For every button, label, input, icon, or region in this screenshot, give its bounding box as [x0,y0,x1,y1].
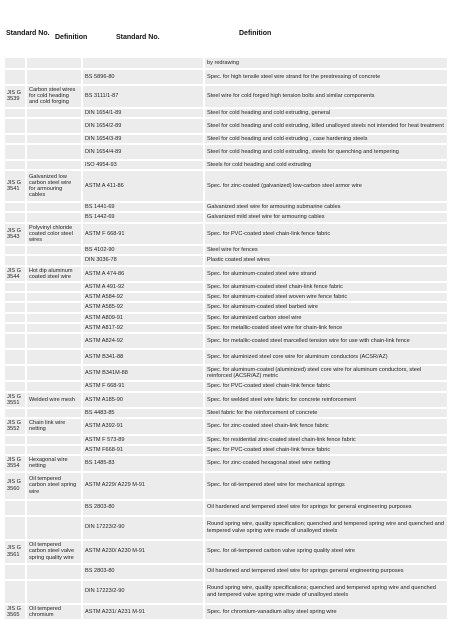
table-row [5,86,447,107]
jis-definition-cell: Oil tempered carbon steel valve spring quality wire [27,541,83,563]
table-row [5,581,447,603]
jis-standard-cell: JIS G 3554 [5,456,27,470]
equivalent-definition-cell: Spec. for oil-tempered carbon valve spring quality steel wire [205,541,447,563]
equivalent-standard-cell: DIN 1654/4-89 [83,145,205,159]
jis-standard-cell [5,350,27,364]
equivalent-standard-cell [83,58,205,68]
table-row [5,334,447,348]
jis-definition-cell [27,366,83,380]
jis-standard-cell [5,58,27,68]
jis-standard-cell [5,283,27,291]
table-row [5,473,447,499]
table-row [5,256,447,264]
equivalent-standard-cell: ASTM F 668-91 [83,382,205,390]
jis-definition-cell [27,293,83,301]
jis-standard-cell [5,119,27,133]
equivalent-definition-cell: Spec. for residential zinc-coated steel chain-link fence fabric [205,436,447,444]
equivalent-standard-cell: ASTM A584-92 [83,293,205,301]
jis-definition-cell: Galvanized low carbon steel wire for armouring cables [27,171,83,201]
equivalent-definition-cell: Oil hardened and tempered steel wire for springs general engineering purposes [205,565,447,579]
equivalent-standard-cell: ASTM A824-92 [83,334,205,348]
header-definition-2: Definition [239,30,272,37]
jis-definition-cell [27,314,83,322]
table-row [5,58,447,68]
jis-definition-cell [27,501,83,515]
jis-definition-cell [27,303,83,311]
jis-standard-cell: JIS G 3561 [5,541,27,563]
jis-standard-cell: JIS G 3560 [5,473,27,499]
equivalent-standard-cell: ASTM A229/ A229 M-91 [83,473,205,499]
equivalent-standard-cell: DIN 1654/2-89 [83,119,205,133]
equivalent-standard-cell: BS 1441-69 [83,203,205,211]
equivalent-standard-cell: BS 1442-69 [83,213,205,221]
table-row [5,119,447,133]
equivalent-definition-cell: Spec. for aluminized steel core wire for aluminum conductors (ACSR/AZ) [205,350,447,364]
jis-definition-cell [27,109,83,117]
equivalent-standard-cell: ASTM F 573-89 [83,436,205,444]
jis-definition-cell [27,283,83,291]
table-row [5,213,447,221]
jis-definition-cell [27,565,83,579]
jis-standard-cell [5,256,27,264]
equivalent-definition-cell: Spec. for metallic-coated steel wire for chain-link fence [205,324,447,332]
jis-definition-cell [27,446,83,454]
table-row [5,605,447,619]
jis-definition-cell [27,58,83,68]
table-row [5,135,447,143]
table-row [5,446,447,454]
table-row [5,267,447,281]
equivalent-definition-cell: Galvanized steel wire for armouring submarine cables [205,203,447,211]
equivalent-standard-cell: BS 1485-83 [83,456,205,470]
equivalent-definition-cell: Spec. for zinc-coated steel chain-link fence fabric [205,419,447,433]
equivalent-standard-cell: ASTM A230/ A230 M-91 [83,541,205,563]
equivalent-standard-cell: BS 2803-80 [83,501,205,515]
jis-standard-cell: JIS G 3544 [5,267,27,281]
equivalent-definition-cell: Steel wire for fences [205,246,447,254]
table-row [5,419,447,433]
equivalent-definition-cell: Steel for cold heading and cold extruding , case hardening steels [205,135,447,143]
table-row [5,565,447,579]
equivalent-definition-cell: Plastic coated steel wires [205,256,447,264]
jis-definition-cell [27,246,83,254]
equivalent-standard-cell: ASTM A392-91 [83,419,205,433]
table-row [5,382,447,390]
equivalent-standard-cell: ASTM A231/ A231 M-91 [83,605,205,619]
equivalent-standard-cell: ASTM B341-88 [83,350,205,364]
equivalent-definition-cell: Spec. for high tensile steel wire strand for the prestressing of concrete [205,70,447,84]
jis-definition-cell: Oil tempered chromium [27,605,83,619]
header-standard-no-2: Standard No. [116,34,160,41]
equivalent-definition-cell: Round spring wire, quality specification; quenched and tempered spring wire and quenched and tempered valve spring wire made of unalloyed steels [205,517,447,539]
table-row [5,517,447,539]
equivalent-definition-cell: Spec. for metallic-coated steel marcelled tension wire for use with chain-link fence [205,334,447,348]
jis-definition-cell: Welded wire mesh [27,393,83,407]
table-header [5,26,447,50]
table-row [5,541,447,563]
equivalent-definition-cell: Round spring wire, quality specifications; quenched and tempered spring wire and quenched and tempered valve spring wire made of unalloyed steels [205,581,447,603]
equivalent-standard-cell: BS 3111/1-87 [83,86,205,107]
equivalent-definition-cell: Spec. for welded steel wire fabric for concrete reinforcement [205,393,447,407]
jis-standard-cell: JIS G 3551 [5,393,27,407]
equivalent-definition-cell: Spec. for aluminum-coated steel wire strand [205,267,447,281]
header-definition: Definition [55,34,88,41]
table-row [5,456,447,470]
table-row [5,303,447,311]
jis-standard-cell [5,203,27,211]
table-row [5,350,447,364]
equivalent-standard-cell: DIN 3036-78 [83,256,205,264]
jis-definition-cell [27,145,83,159]
jis-standard-cell [5,334,27,348]
table-row [5,145,447,159]
jis-definition-cell [27,350,83,364]
jis-standard-cell [5,314,27,322]
jis-standard-cell [5,70,27,84]
table-row [5,393,447,407]
jis-standard-cell: JIS G 3565 [5,605,27,619]
jis-standard-cell [5,135,27,143]
jis-standard-cell [5,446,27,454]
equivalent-standard-cell: ASTM A809-91 [83,314,205,322]
jis-standard-cell [5,109,27,117]
jis-definition-cell [27,70,83,84]
table-row [5,283,447,291]
equivalent-definition-cell: Steels for cold heading and cold extruding [205,161,447,169]
jis-definition-cell [27,409,83,417]
standards-table [5,56,447,621]
jis-standard-cell [5,517,27,539]
jis-definition-cell [27,213,83,221]
jis-standard-cell: JIS G 3539 [5,86,27,107]
jis-standard-cell: JIS G 3552 [5,419,27,433]
equivalent-definition-cell: Spec. for zinc-coated hexagonal steel wire netting [205,456,447,470]
jis-definition-cell [27,135,83,143]
table-row [5,409,447,417]
jis-definition-cell: Oil tempered carbon steel spring wire [27,473,83,499]
table-row [5,161,447,169]
header-standard-no: Standard No. [6,30,50,37]
equivalent-definition-cell: Galvanized mild steel wire for armouring cables [205,213,447,221]
jis-definition-cell: Polyvinyl chloride coated color steel wires [27,224,83,245]
jis-definition-cell [27,382,83,390]
jis-standard-cell: JIS G 3541 [5,171,27,201]
standards-table-body [5,58,447,619]
jis-standard-cell [5,565,27,579]
jis-standard-cell [5,145,27,159]
equivalent-standard-cell: DIN 17223/2-90 [83,517,205,539]
equivalent-standard-cell: DIN 1654/3-89 [83,135,205,143]
jis-definition-cell: Hot dip aluminum coated steel wire [27,267,83,281]
equivalent-definition-cell: Spec. for zinc-coated (galvanized) low-carbon steel armor wire [205,171,447,201]
equivalent-definition-cell: Spec. for PVC-coated steel chain-link fence fabric [205,382,447,390]
equivalent-definition-cell: Oil hardened and tempered steel wire for springs for general engineering purposes [205,501,447,515]
jis-standard-cell [5,382,27,390]
equivalent-standard-cell: BS 4102-90 [83,246,205,254]
equivalent-definition-cell: Spec. for PVC-coated steel chain-link fence fabric [205,224,447,245]
jis-definition-cell: Hexagonal wire netting [27,456,83,470]
equivalent-definition-cell: Spec. for aluminum-coated steel woven wire fence fabric [205,293,447,301]
equivalent-standard-cell: ASTM A185-90 [83,393,205,407]
table-row [5,436,447,444]
jis-definition-cell [27,161,83,169]
table-row [5,109,447,117]
jis-standard-cell [5,409,27,417]
jis-definition-cell [27,324,83,332]
table-row [5,70,447,84]
equivalent-definition-cell: Spec. for aluminum-coated steel chain-link fence fabric [205,283,447,291]
equivalent-standard-cell: ASTM F 668-91 [83,224,205,245]
equivalent-standard-cell: ASTM A585-92 [83,303,205,311]
equivalent-definition-cell: Spec. for PVC-coated steel chain-link fence fabric [205,446,447,454]
jis-definition-cell: Carbon steel wires for cold heading and cold forging [27,86,83,107]
jis-standard-cell [5,293,27,301]
jis-standard-cell [5,501,27,515]
equivalent-standard-cell: BS 4483-85 [83,409,205,417]
equivalent-standard-cell: DIN 17223/2-90 [83,581,205,603]
jis-definition-cell [27,436,83,444]
equivalent-definition-cell: Spec. for chromium-vanadium alloy steel spring wire [205,605,447,619]
jis-definition-cell [27,203,83,211]
jis-standard-cell [5,324,27,332]
table-row [5,314,447,322]
equivalent-standard-cell: BS 5896-80 [83,70,205,84]
jis-definition-cell [27,334,83,348]
jis-standard-cell [5,436,27,444]
jis-definition-cell: Chain link wire netting [27,419,83,433]
table-row [5,293,447,301]
jis-standard-cell [5,366,27,380]
equivalent-definition-cell: Steel fabric for the reinforcement of concrete [205,409,447,417]
table-row [5,203,447,211]
jis-standard-cell: JIS G 3543 [5,224,27,245]
table-row [5,501,447,515]
table-row [5,366,447,380]
equivalent-standard-cell: ASTM A 491-92 [83,283,205,291]
equivalent-standard-cell: ISO 4954-93 [83,161,205,169]
jis-standard-cell [5,303,27,311]
jis-definition-cell [27,256,83,264]
jis-standard-cell [5,213,27,221]
equivalent-definition-cell: by redrawing [205,58,447,68]
equivalent-definition-cell: Spec. for aluminum-coated steel barbed wire [205,303,447,311]
jis-definition-cell [27,581,83,603]
table-row [5,224,447,245]
table-row [5,171,447,201]
jis-definition-cell [27,517,83,539]
equivalent-definition-cell: Steel for cold heading and cold extruding, steels for quenching and tempering [205,145,447,159]
jis-definition-cell [27,119,83,133]
equivalent-definition-cell: Steel wire for cold forged high tension bolts and similar components [205,86,447,107]
equivalent-definition-cell: Steel for cold heading and cold extruding, killed unalloyed steels not intended for heat treatment [205,119,447,133]
equivalent-definition-cell: Spec. for aluminized carbon steel wire [205,314,447,322]
table-row [5,246,447,254]
equivalent-standard-cell: BS 2803-80 [83,565,205,579]
equivalent-standard-cell: DIN 1654/1-89 [83,109,205,117]
equivalent-definition-cell: Spec. for aluminum-coated (aluminized) steel core wire for aluminum conductors, steel reinforced (ACSR/AZ) metric [205,366,447,380]
equivalent-standard-cell: ASTM B341M-88 [83,366,205,380]
equivalent-standard-cell: ASTM A817-92 [83,324,205,332]
table-row [5,324,447,332]
equivalent-standard-cell: ASTM A 411-86 [83,171,205,201]
equivalent-definition-cell: Spec. for oil-tempered steel wire for mechanical springs [205,473,447,499]
jis-standard-cell [5,581,27,603]
jis-standard-cell [5,161,27,169]
jis-standard-cell [5,246,27,254]
equivalent-definition-cell: Steel for cold heading and cold extruding, general [205,109,447,117]
equivalent-standard-cell: ASTM A 474-86 [83,267,205,281]
equivalent-standard-cell: ASTM F668-91 [83,446,205,454]
